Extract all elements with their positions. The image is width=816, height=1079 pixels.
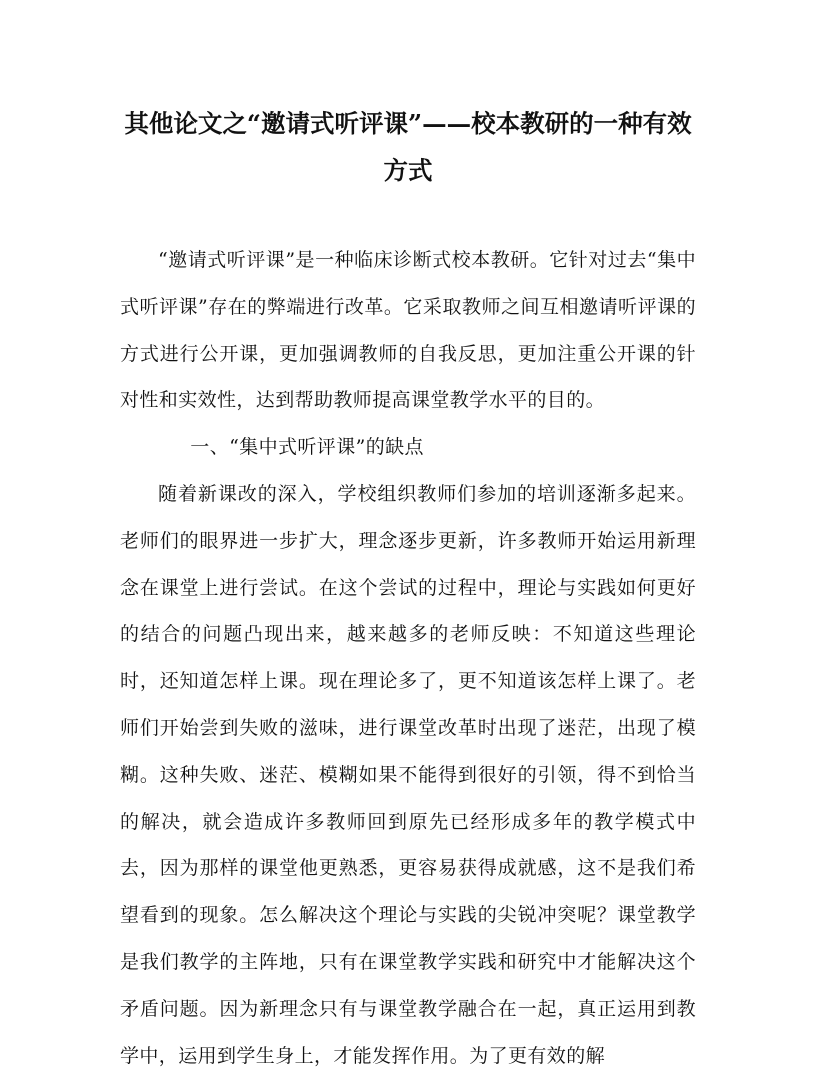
- intro-paragraph: “邀请式听评课”是一种临床诊断式校本教研。它针对过去“集中式听评课”存在的弊端进行改革。它采取教师之间互相邀请听评课的方式进行公开课，更加强调教师的自我反思，更加注重公开课的针对性和实效性，达到帮助教师提高课堂教学水平的目的。: [120, 249, 696, 412]
- document-body: [120, 237, 696, 1079]
- section-heading: 一、“集中式听评课”的缺点: [190, 436, 424, 459]
- section-paragraph: 随着新课改的深入，学校组织教师们参加的培训逐渐多起来。老师们的眼界进一步扩大，理念逐步更新，许多教师开始运用新理念在课堂上进行尝试。在这个尝试的过程中，理论与实践如何更好的结合的问题凸现出来，越来越多的老师反映：不知道这些理论时，还知道怎样上课。现在理论多了，更不知道该怎样上课了。老师们开始尝到失败的滋味，进行课堂改革时出现了迷茫，出现了模糊。这种失败、迷茫、模糊如果不能得到很好的引领，得不到恰当的解决，就会造成许多教师回到原先已经形成多年的教学模式中去，因为那样的课堂他更熟悉，更容易获得成就感，这不是我们希望看到的现象。怎么解决这个理论与实践的尖锐冲突呢？课堂教学是我们教学的主阵地，只有在课堂教学实践和研究中才能解决这个矛盾问题。因为新理念只有与课堂教学融合在一起，真正运用到教学中，运用到学生身上，才能发挥作用。为了更有效的解: [120, 482, 696, 1067]
- document-title: 其他论文之“邀请式听评课”——校本教研的一种有效方式: [124, 109, 692, 185]
